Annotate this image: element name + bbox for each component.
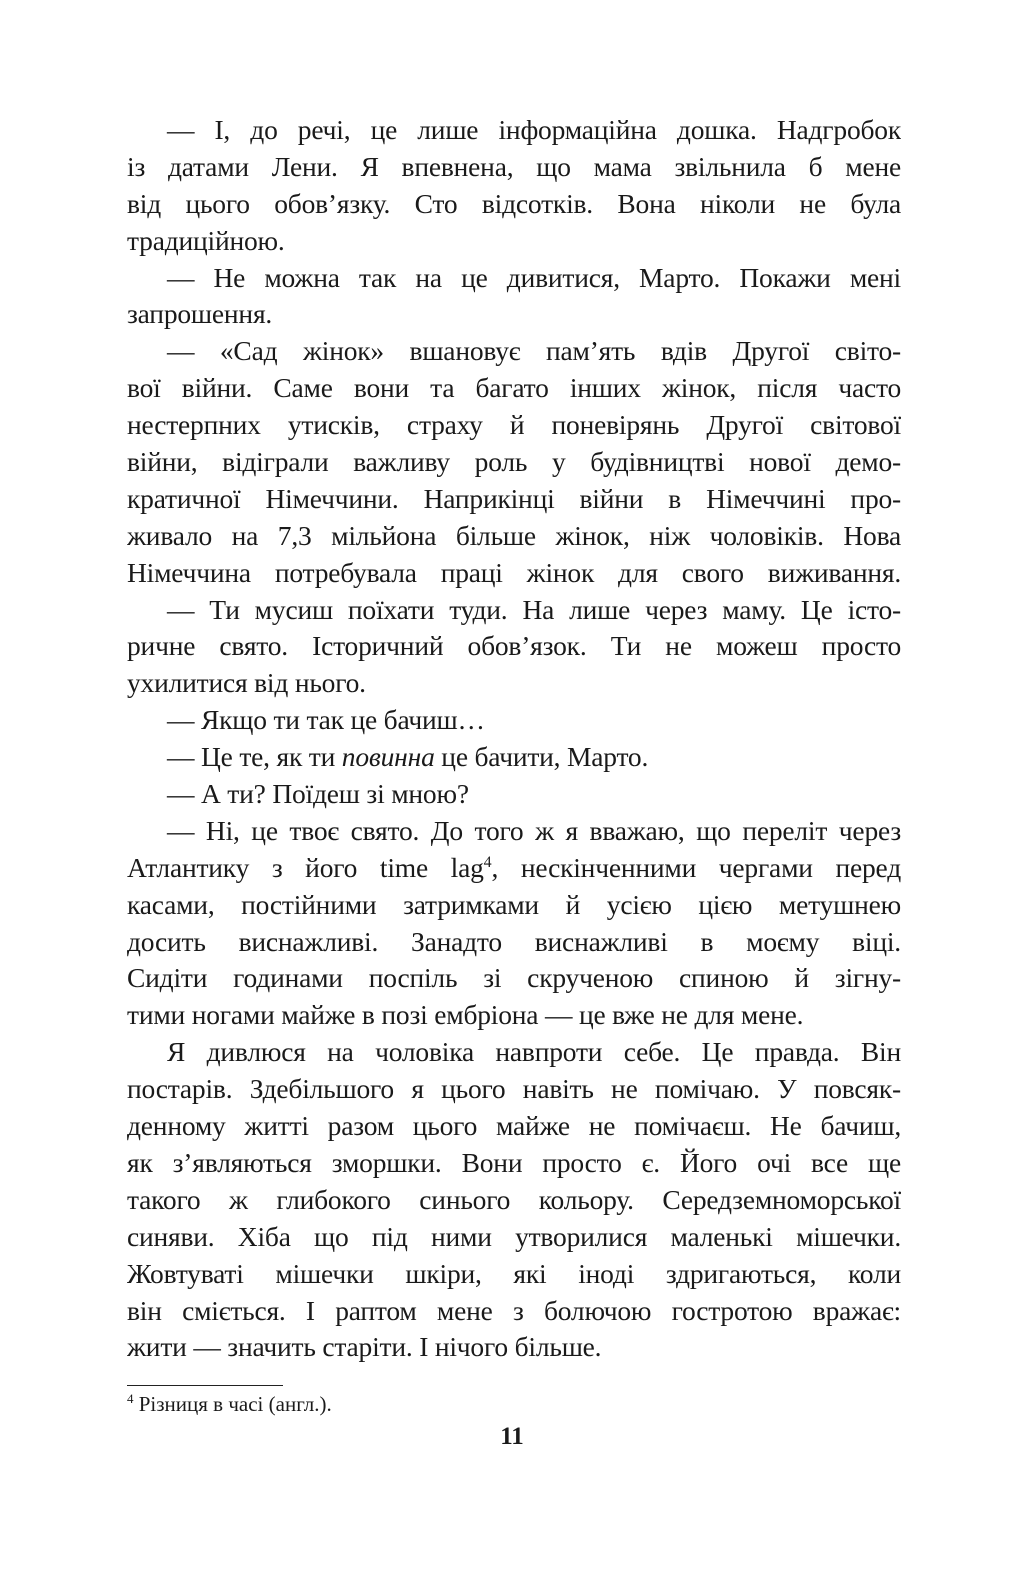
text-line: тими ногами майже в позі ембріона — це вже не для мене. [127, 999, 804, 1031]
text-line: жити — значить старіти. І нічого більше. [127, 1331, 602, 1363]
text-line: вої війни. Саме вони та багато інших жінок, після часто [127, 372, 901, 404]
text-line: як з’являються зморшки. Вони просто є. Його очі все ще [127, 1146, 901, 1178]
italic-emphasis: повинна [341, 741, 435, 773]
text-line: від цього обов’язку. Сто відсотків. Вона ніколи не була [127, 187, 901, 219]
text-line: живало на 7,3 мільйона більше жінок, ніж чоловіків. Нова [127, 519, 901, 551]
text-line: — Не можна так на це дивитися, Марто. Покажи мені [167, 261, 901, 293]
text-line: досить виснажливі. Занадто виснажливі в моєму віці. [127, 925, 901, 957]
text-line: ухилитися від нього. [127, 667, 366, 699]
text-line: денному житті разом цього майже не помічаєш. Не бачиш, [127, 1110, 901, 1142]
text-line: — Ні, це твоє свято. До того ж я вважаю, що переліт через [167, 814, 901, 846]
text-line: із датами Лени. Я впевнена, що мама звільнила б мене [127, 150, 901, 182]
footnote-divider [127, 1385, 283, 1386]
text-line: постарів. Здебільшого я цього навіть не помічаю. У повсяк- [127, 1073, 901, 1105]
text-line: — «Сад жінок» вшановує пам’ять вдів Другої світо- [167, 335, 901, 367]
text-line: ричне свято. Історичний обов’язок. Ти не можеш просто [127, 630, 901, 662]
text-line: Німеччина потребувала праці жінок для свого виживання. [127, 556, 901, 588]
text-line: — Якщо ти так це бачиш… [167, 704, 485, 736]
text-line: Сидіти годинами поспіль зі скрученою спиною й зігну- [127, 962, 901, 994]
footnote [127, 1392, 332, 1417]
body-text [127, 112, 901, 1366]
text-line: він сміється. І раптом мене з болючою гостротою вражає: [127, 1294, 901, 1326]
text-line: синяви. Хіба що під ними утворилися маленькі мішечки. [127, 1220, 901, 1252]
footnote-reference[interactable]: 4 [483, 853, 492, 871]
text-line: Я дивлюся на чоловіка навпроти себе. Це правда. Він [167, 1036, 901, 1068]
text-line: — Ти мусиш поїхати туди. На лише через маму. Це істо- [167, 593, 901, 625]
text-segment: Атлантику з його time lag [127, 851, 484, 883]
text-line: Жовтуваті мішечки шкіри, які іноді здригаються, коли [127, 1257, 901, 1289]
text-line: такого ж глибокого синього кольору. Середземноморської [127, 1183, 901, 1215]
text-line: традиційною. [127, 224, 285, 256]
text-line: касами, постійними затримками й усією цією метушнею [127, 888, 901, 920]
text-line: нестерпних утисків, страху й поневірянь Другої світової [127, 409, 901, 441]
text-line: кратичної Німеччини. Наприкінці війни в Німеччині про- [127, 482, 901, 514]
text-segment: це бачити, Марто. [434, 741, 649, 773]
text-line: запрошення. [127, 298, 273, 330]
text-line: — І, до речі, це лише інформаційна дошка. Надгробок [167, 114, 901, 145]
text-line: війни, відіграли важливу роль у будівництві нової демо- [127, 446, 901, 478]
text-line [127, 850, 901, 887]
page-number: 11 [500, 1423, 524, 1450]
footnote-mark: 4 [127, 1391, 134, 1406]
footnote-text: Різниця в часі (англ.). [133, 1392, 332, 1416]
text-line [127, 739, 901, 776]
text-line: — А ти? Поїдеш зі мною? [167, 778, 469, 810]
text-segment: , нескінченними чергами перед [491, 851, 901, 883]
text-segment: — Це те, як ти [167, 741, 342, 773]
